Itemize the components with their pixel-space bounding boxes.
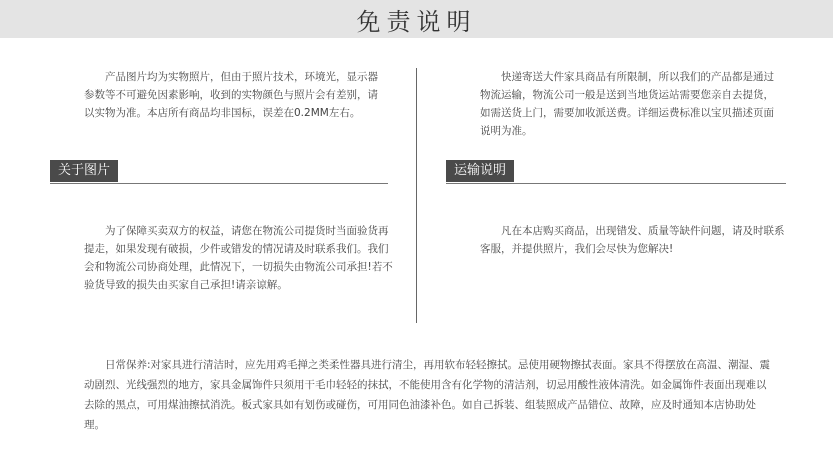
header-banner [0,0,833,38]
column-divider [416,68,417,323]
photos-section-label: 关于图片 [50,160,118,182]
photos-intro-text: 产品图片均为实物照片，但由于照片技术，环境光，显示器参数等不可避免因素影响，收到的实物颜色与照片会有差别，请以实物为准。本店所有商品均非国标，误差在0.2MM左右。 [84,71,378,119]
photos-section-rule [50,183,388,184]
shipping-section-rule [446,183,786,184]
shipping-intro-text: 快递寄送大件家具商品有所限制，所以我们的产品都是通过物流运输，物流公司一般是送到当地货运站需要您亲自去提货，如需送货上门，需要加收派送费。详细运费标准以宝贝描述页面说明为准。 [480,71,774,137]
photos-body-text: 为了保障买卖双方的权益，请您在物流公司提货时当面验货再提走，如果发现有破损，少件或错发的情况请及时联系我们。我们会和物流公司协商处理，此情况下，一切损失由物流公司承担!若不验货导致的损失由买家自己承担!请亲谅解。 [84,225,393,291]
shipping-section-label: 运输说明 [446,160,514,182]
maintenance-text: 日常保养:对家具进行清洁时，应先用鸡毛掸之类柔性器具进行清尘，再用软布轻轻擦拭。忌使用硬物擦拭表面。家具不得摆放在高温、潮湿、震动剧烈、光线强烈的地方，家具金属饰件只须用干毛巾轻轻的抹拭，不能使用含有化学物的清洁剂，切忌用酸性液体清洗。如金属饰件表面出现难以去除的黑点，可用煤油擦拭消洗。板式家具如有划伤或碰伤，可用同色油漆补色。如自己拆装、组装照成产品错位、故障，应及时通知本店协助处理。 [84,359,771,431]
page-title: 免责说明 [356,7,477,36]
shipping-body-text: 凡在本店购买商品，出现错发、质量等缺件问题，请及时联系客服，并提供照片，我们会尽快为您解决! [480,225,785,255]
